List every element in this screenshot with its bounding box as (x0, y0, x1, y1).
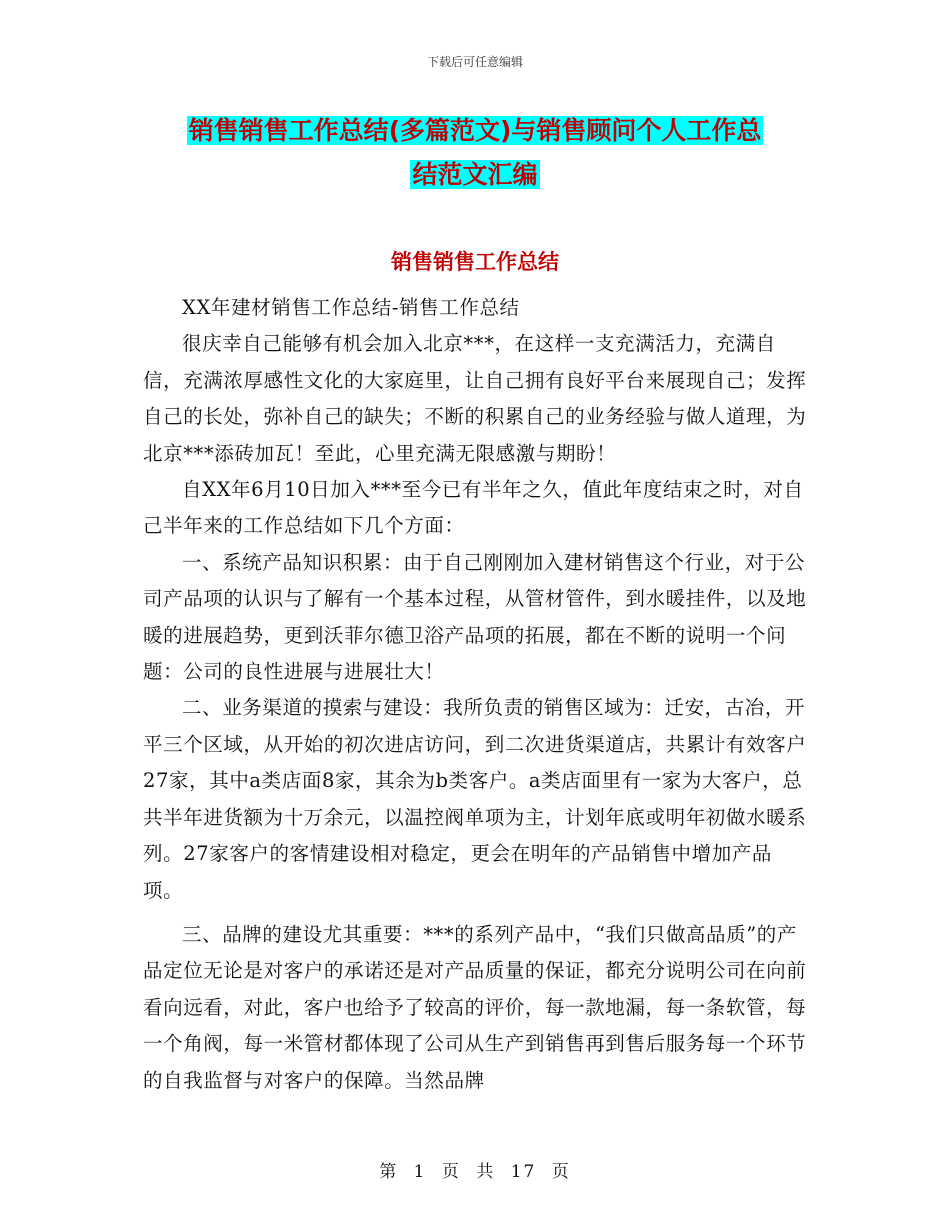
paragraph-product-knowledge: 一、系统产品知识积累：由于自己刚刚加入建材销售这个行业，对于公司产品项的认识与了解有一个基本过程，从管材管件，到水暖挂件，以及地暖的进展趋势，更到沃菲尔德卫浴产品项的拓展，都在不断的说明一个问题：公司的良性进展与进展壮大！ (143, 550, 807, 684)
paragraph-subtitle: XX年建材销售工作总结-销售工作总结 (182, 296, 520, 319)
footer-total-label: 共 (476, 1162, 496, 1182)
footer-total-pages: 17 (510, 1162, 537, 1182)
page-footer (0, 1157, 950, 1182)
footer-page-label: 第 (379, 1162, 399, 1182)
document-title-line-2 (0, 156, 950, 194)
paragraph-brand-building: 三、品牌的建设尤其重要：***的系列产品中，“我们只做高品质”的产品定位无论是对客户的承诺还是对产品质量的保证，都充分说明公司在向前看向远看，对此，客户也给予了较高的评价，每一款地漏，每一条软管，每一个角阀，每一米管材都体现了公司从生产到销售再到售后服务每一个环节的自我监督与对客户的保障。当然品牌 (143, 922, 807, 1092)
footer-page-number: 1 (413, 1162, 427, 1182)
page-header: 下载后可任意编辑 (426, 55, 523, 69)
footer-page-unit: 页 (441, 1162, 461, 1182)
paragraph-business-channels: 二、业务渠道的摸索与建设：我所负责的销售区域为：迁安，古冶，开平三个区域，从开始的初次进店访问，到二次进货渠道店，共累计有效客户27家，其中a类店面8家，其余为b类客户。a类店面里有一家为大客户，总共半年进货额为十万余元，以温控阀单项为主，计划年底或明年初做水暖系列。27家客户的客情建设相对稳定，更会在明年的产品销售中增加产品项。 (143, 696, 807, 902)
title-text-1: 销售销售工作总结(多篇范文)与销售顾问个人工作总 (188, 116, 762, 145)
title-text-2: 结范文汇编 (412, 160, 538, 189)
document-title-line-1 (0, 112, 950, 150)
document-body (143, 290, 811, 1099)
paragraph-intro: 很庆幸自己能够有机会加入北京***，在这样一支充满活力，充满自信，充满浓厚感性文化的大家庭里，让自己拥有良好平台来展现自己；发挥自己的长处，弥补自己的缺失；不断的积累自己的业务经验与做人道理，为北京***添砖加瓦！至此，心里充满无限感激与期盼！ (143, 332, 807, 465)
footer-total-unit: 页 (551, 1162, 571, 1182)
paragraph-period: 自XX年6月10日加入***至今已有半年之久，值此年度结束之时，对自己半年来的工作总结如下几个方面： (143, 478, 804, 538)
section-title: 销售销售工作总结 (391, 250, 559, 274)
